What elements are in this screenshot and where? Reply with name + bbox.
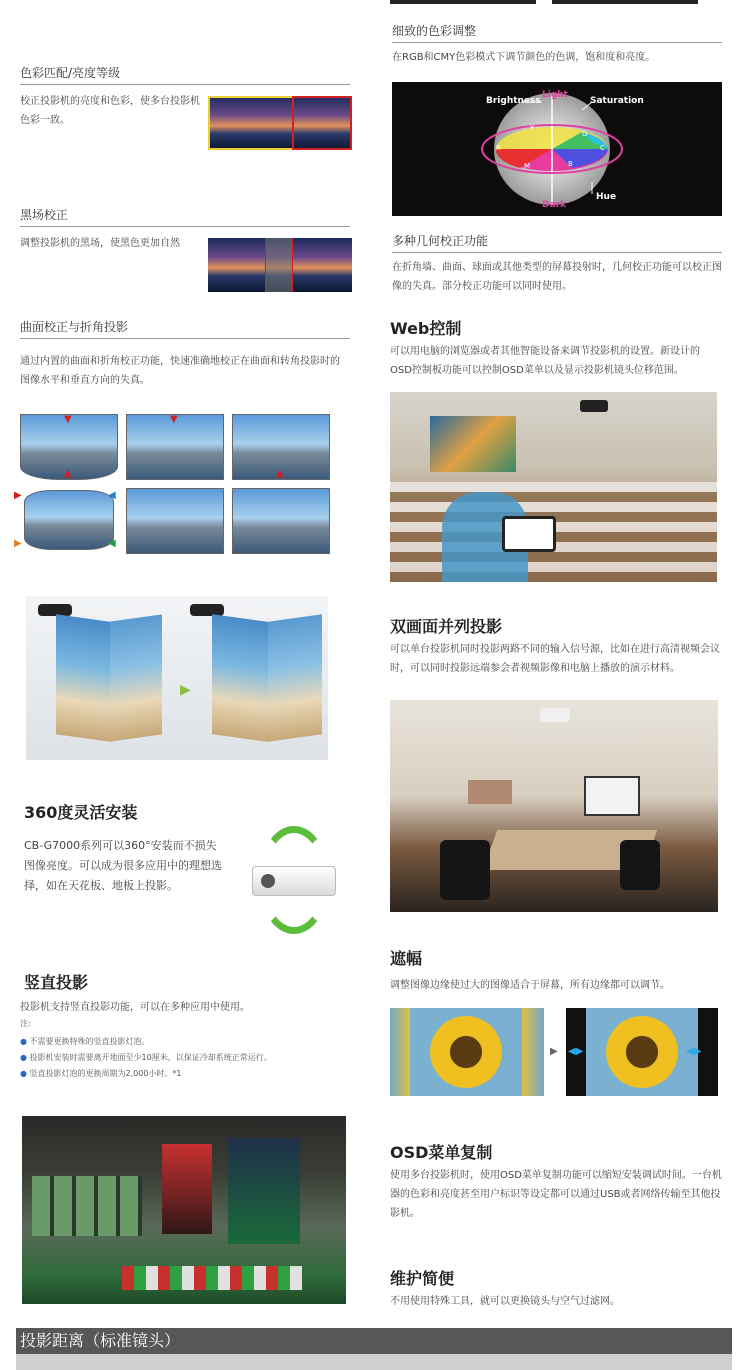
- section-text-osd-copy: 使用多台投影机时，使用OSD菜单复制功能可以缩短安装调试时间。一台机器的色彩和亮度甚至用户标识等设定都可以通过USB或者网络传输至其他投影机。: [390, 1170, 722, 1219]
- arrow-down-icon: ▼: [64, 414, 72, 425]
- note-item: ● 不需要更换特殊的竖直投影灯泡。: [20, 1037, 150, 1046]
- section-title-curved: 曲面校正与折角投影: [20, 320, 129, 334]
- rotation-illustration: [252, 822, 336, 942]
- masking-after-image: [566, 1008, 718, 1096]
- section-title-360: 360度灵活安装: [24, 803, 138, 822]
- saturation-label: Saturation: [590, 96, 644, 106]
- divider: [392, 42, 722, 43]
- section-header-throw-distance: 投影距离（标准镜头）: [16, 1328, 732, 1354]
- curved-sample: [232, 488, 330, 554]
- curved-sample: [24, 490, 114, 550]
- brightness-label: Brightness: [486, 96, 541, 106]
- section-text-curved: 通过内置的曲面和折角校正功能，快速准确地校正在曲面和转角投影时的图像水平和垂直方向的失真。: [20, 356, 340, 386]
- section-title-color-matching: 色彩匹配/亮度等级: [20, 66, 121, 80]
- color-letter: R: [496, 144, 501, 152]
- note-list: [20, 1034, 350, 1082]
- section-text-360: CB-G7000系列可以360°安装而不损失图像亮度。可以成为很多应用中的理想选择，如在天花板、地板上投影。: [24, 839, 222, 892]
- section-title-maintenance: 维护简便: [390, 1269, 455, 1288]
- arrow-up-icon: ▲: [276, 468, 284, 479]
- section-title-color-adjust: 细致的色彩调整: [392, 24, 477, 38]
- arrow-icon: ◀: [108, 490, 116, 501]
- color-sphere-diagram: [392, 82, 722, 216]
- masking-before-image: [390, 1008, 544, 1096]
- arrow-icon: ◀: [108, 538, 116, 549]
- section-text-geometry: 在折角墙、曲面、球面或其他类型的屏幕投射时，几何校正功能可以校正图像的失真。部分校正功能可以同时使用。: [392, 262, 722, 292]
- divider: [20, 84, 350, 85]
- section-title-black-level: 黑场校正: [20, 208, 69, 222]
- black-level-image: [208, 238, 352, 292]
- arrow-right-icon: ▶: [180, 682, 191, 698]
- divider: [20, 338, 350, 339]
- section-title-masking: 遮幅: [390, 949, 423, 968]
- divider: [392, 252, 722, 253]
- section-text-color-matching: 校正投影机的亮度和色彩，使多台投影机色彩一致。: [20, 96, 200, 126]
- meeting-room-image: [390, 700, 718, 912]
- section-text-black-level: 调整投影机的黑场，使黑色更加自然: [20, 238, 180, 249]
- hue-label: Hue: [596, 192, 617, 202]
- section-title-osd-copy: OSD菜单复制: [390, 1143, 493, 1162]
- curved-sample: [126, 488, 224, 554]
- section-title-vertical: 竖直投影: [24, 973, 89, 992]
- arrow-right-icon: ▶: [550, 1046, 558, 1057]
- note-item: ● 竖直投影灯泡的更换周期为2,000小时。*1: [20, 1069, 182, 1078]
- curved-correction-grid: [14, 414, 336, 554]
- image-fragment: [390, 0, 536, 4]
- section-title-web: Web控制: [390, 319, 462, 338]
- arrow-icon: ▶: [14, 538, 22, 549]
- light-label: Light: [542, 90, 568, 100]
- lecture-hall-image: [390, 392, 717, 582]
- arrow-left-right-icon: ◀▶: [686, 1046, 702, 1057]
- corner-projection-illustration: [26, 596, 328, 760]
- note-label: 注:: [20, 1019, 31, 1028]
- arrow-icon: ▶: [14, 490, 22, 501]
- section-text-dual: 可以单台投影机同时投影两路不同的输入信号源，比如在进行高清视频会议时，可以同时投影远端参会者视频影像和电脑上播放的演示材料。: [390, 644, 720, 674]
- section-text-maintenance: 不用使用特殊工具，就可以更换镜头与空气过滤网。: [390, 1296, 620, 1307]
- note-item: ● 投影机安装时需要离开地面至少10厘米，以保证冷却系统正常运行。: [20, 1053, 272, 1062]
- section-title-dual: 双画面并列投影: [390, 617, 503, 636]
- section-text-masking: 调整图像边缘使过大的图像适合于屏幕，所有边缘都可以调节。: [390, 980, 670, 991]
- sports-hall-image: [22, 1116, 346, 1304]
- section-title-geometry: 多种几何校正功能: [392, 234, 489, 248]
- color-letter: G: [582, 130, 588, 138]
- section-text-color-adjust: 在RGB和CMY色彩模式下调节颜色的色调，饱和度和亮度。: [392, 52, 656, 63]
- color-letter: C: [600, 144, 605, 152]
- color-letter: Y: [530, 124, 535, 132]
- dark-label: Dark: [542, 200, 566, 210]
- color-matching-image: [208, 96, 352, 150]
- projector-icon: [38, 604, 72, 616]
- section-text-vertical: 投影机支持竖直投影功能，可以在多种应用中使用。: [20, 1002, 250, 1013]
- section-header-underbar: [16, 1354, 732, 1370]
- projector-icon: [252, 866, 336, 896]
- section-text-web: 可以用电脑的浏览器或者其他智能设备来调节投影机的设置。新设计的OSD控制板功能可以控制OSD菜单以及显示投影机镜头位移范围。: [390, 346, 700, 376]
- arrow-up-icon: ▲: [64, 468, 72, 479]
- image-fragment: [552, 0, 698, 4]
- color-letter: M: [524, 162, 531, 170]
- arrow-left-right-icon: ◀▶: [568, 1046, 584, 1057]
- divider: [20, 226, 350, 227]
- arrow-down-icon: ▼: [170, 414, 178, 425]
- color-sphere-icon: [392, 82, 722, 216]
- color-letter: B: [568, 160, 573, 168]
